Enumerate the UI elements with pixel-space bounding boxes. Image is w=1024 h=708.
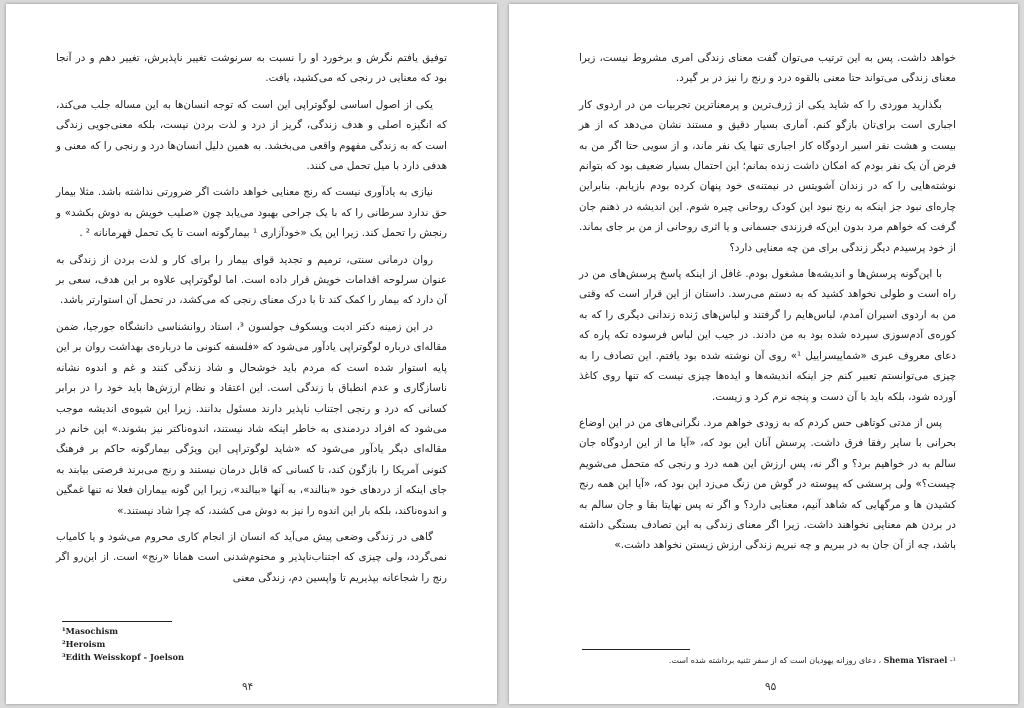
footnote-heroism: ²Heroism bbox=[62, 639, 106, 649]
right-paragraph-3: با این‌گونه پرسش‌ها و اندیشه‌ها مشغول بودم. غافل از اینکه پاسخ پرسش‌های من در راه است و طولی نخواهد کشید که به دستم می‌رسد. داستان از این قرار است که وقتی من به اردوی اسیران آمدم، لباس‌هایم را گرفتند و لباس‌های ژنده زندانی دیگری را که به کوره‌ی آدم‌سوزی سپرده شده بود به من دادند. در جیب این لباس فرسوده تکه پاره که دعای معروف عبری «شماییسراییل ¹» روی آن نوشته شده بود یافتم. این تصادف را به چیزی‌ می‌توانستم تعبیر کنم جز اینکه اندیشه‌ها و ایده‌ها چیزی نیست که تنها روی کاغذ آورده شود، بلکه باید با آن دست و پنجه نرم کرد و زیست. bbox=[579, 268, 957, 403]
left-page-body bbox=[56, 48, 447, 594]
left-paragraph-1: توفیق یافتم نگرش و برخورد او را نسبت به سرنوشت تغییر ناپذیرش، تغییر دهم و در آنجا بود که معنایی در رنجی که می‌کشید، یافت. bbox=[56, 52, 447, 85]
left-footnotes bbox=[62, 625, 184, 664]
right-page bbox=[509, 4, 1018, 704]
right-footnote bbox=[569, 654, 956, 667]
page-number-right: ۹۵ bbox=[765, 681, 777, 693]
left-paragraph-4: روان درمانی سنتی، ترمیم و تجدید قوای بیمار را برای کار و لذت بردن از زندگی به عنوان سرلوحه اقدامات خویش قرار داده است. اما لوگوتراپی علاوه بر این هدف، سعی بر آن دارد که بیمار را کمک کند تا با درک معنای رنجی که می‌کشد، در تحمل آن استوارتر باشد. bbox=[56, 253, 447, 307]
footnote-marker: ¹- bbox=[949, 656, 956, 665]
footnote-divider bbox=[62, 621, 172, 622]
right-page-body bbox=[579, 48, 956, 562]
footnote-shema-yisrael: Shema Yisrael bbox=[883, 655, 948, 665]
page-number-left: ۹۴ bbox=[242, 681, 254, 693]
left-paragraph-3: نیازی به یادآوری نیست که رنج معنایی خواهد داشت اگر ضرورتی نداشته باشد. مثلا بیمار حق ندارد سرطانی را که با یک جراحی بهبود می‌یابد چون «صلیب خویش به دوش بکشد» و رنجش را تحمل کند. زیرا این یک «خودآزاری ¹ بیمارگونه است تا یک تحمل قهرمانانه ² . bbox=[56, 186, 447, 240]
left-paragraph-2: یکی از اصول اساسی لوگوتراپی این است که توجه انسان‌ها به این مساله جلب می‌کند، که انگیزه اصلی و هدف زندگی، گریز از درد و لذت بردن نیست، بلکه معنی‌جویی زندگی است که به زندگی مفهوم واقعی می‌بخشد. به همین دلیل انسان‌ها درد و رنجی را که معنی و هدفی دارد با میل تحمل می کنند. bbox=[56, 98, 447, 173]
right-paragraph-4: پس از مدتی کوتاهی حس کردم که به زودی خواهم مرد. نگرانی‌های من در این اوضاع بحرانی با سایر رفقا فرق داشت. پرسش آنان این بود که، «آیا ما از این اردوگاه جان سالم به در خواهیم برد؟ و اگر نه، پس ارزش این همه درد و رنجی که متحمل می‌شویم چیست؟» ولی پرسشی که پیوسته در گوش من زنگ می‌زد این بود که، «آیا این همه رنج کشیدن ها و مرگهایی که شاهد آنیم، معنایی دارد؟ و اگر نه پس نهایتا بقا و جان سالم به در بردن هم معنایی نخواهند داشت. زیرا اگر معنای زندگی به این تصادف بستگی داشته باشد، چه از آن جان به در ببریم و چه نبریم زندگی ارزش زیستن نخواهد داشت.» bbox=[579, 416, 956, 552]
footnote-divider bbox=[582, 649, 690, 650]
footnote-text: ، دعای روزانه یهودیان است که از سفر تثنیه برداشته شده است. bbox=[668, 656, 882, 665]
right-paragraph-1: خواهد داشت. پس به این ترتیب می‌توان گفت معنای زندگی امری مشروط نیست، زیرا معنای زندگی می‌تواند حتا معنی بالقوه درد و رنج را نیز در بر گیرد. bbox=[579, 52, 956, 85]
footnote-masochism: ¹Masochism bbox=[62, 626, 119, 636]
left-paragraph-5: در این زمینه دکتر ادیت ویسکوف جولسون ³، استاد روانشناسی دانشگاه جورجیا، ضمن مقاله‌ای درباره لوگوتراپی یادآور می‌شود که «فلسفه کنونی ما درباره‌ی بهداشت روان بر این پایه استوار شده است که مردم باید خوشحال و شاد زندگی کنند و غم و اندوه نشانه ناسازگاری و عدم انطباق با زندگی است. این اعتقاد و نظام ارزش‌ها باید خود را در برابر کسانی که درد و رنجی اجتناب ناپذیر دارند مسئول بدانند. زیرا این شیوه‌ی اندیشه موجب می‌شود که افراد دردمندی به خاطر اینکه شاد نیستند، اندوه‌ناکتر نیز بشوند.» این خانم در مقاله‌ای دیگر یادآور می‌شود که «شاید لوگوتراپی این ویژگی بیمارگونه حاکم بر فرهنگ کنونی آمریکا را بازگون کند، تا کسانی که قابل درمان نیستند و رنج می‌برند فرصتی بیابند به جای اینکه از دردهای خود «بنالند»، به آنها «ببالند»، زیرا این گونه بیماران فعلا نه تنها غمگین و اندوه‌ناکند، بلکه بار این اندوه را نیز به دوش می کشند، که چرا شاد نیستند.» bbox=[56, 320, 447, 517]
left-paragraph-6: گاهی در زندگی وضعی پیش می‌آید که انسان از انجام کاری محروم می‌شود و یا کامیاب نمی‌گردد، ولی چیزی که اجتناب‌ناپذیر و محتوم‌شدنی است همانا «رنج» است. از این‌رو اگر رنج را شجاعانه بپذیریم تا واپسین دم، زندگی معنی bbox=[56, 530, 447, 584]
footnote-weisskopf: ³Edith Weisskopf - Joelson bbox=[62, 652, 185, 662]
left-page bbox=[6, 4, 497, 704]
right-paragraph-2: بگذارید موردی را که شاید یکی از ژرف‌ترین و پرمعناترین تجربیات من در اردوی کار اجباری است برای‌تان بازگو کنم. آماری بسیار دقیق و مستند نشان می‌دهد که از هر بیست و هشت نفر اسیر اردوگاه کار اجباری تنها یک نفر ماند، و از سویی حتا اگر من به فرض آن یک نفر بودم که امکان داشت زنده بمانم؛ این احتمال بسیار ضعیف بود که بتوانم نوشته‌هایی را که در زندان آشویتس در نیمتنه‌ی خود پنهان کرده بودم بازیابم. بنابراین چاره‌ای نبود جز اینکه به رنج نبود این کودک روحانی چیره شوم. این اندیشه در ذهنم جان گرفت که خواهم مرد بدون این‌که فرزندی جسمانی و یا اثری روحانی از من بر جای بماند. از خود پرسیدم دیگر زندگی برای من چه معنایی دارد؟ bbox=[579, 98, 956, 254]
